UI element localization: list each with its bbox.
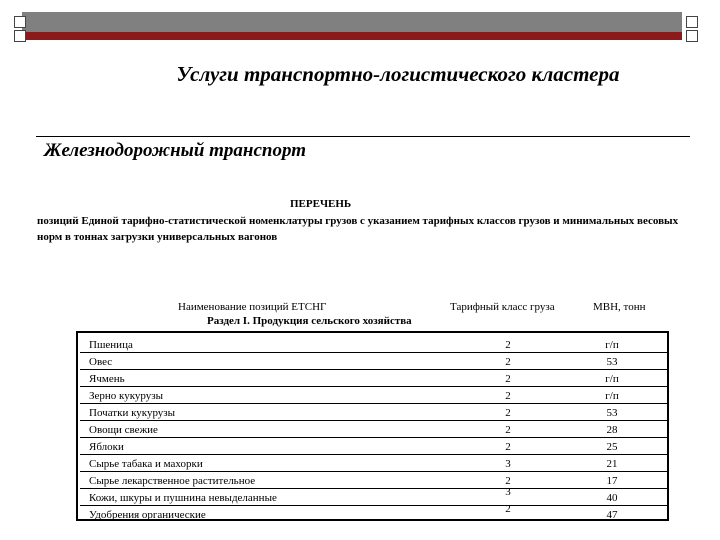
- decor-square-left-1: [14, 16, 26, 28]
- table-row: [0, 486, 720, 506]
- row-name: Яблоки: [89, 441, 124, 453]
- row-mvn: г/п: [605, 373, 619, 385]
- slide-subtitle: Железнодорожный транспорт: [44, 140, 306, 161]
- decor-square-right-1: [686, 16, 698, 28]
- row-mvn: г/п: [605, 390, 619, 402]
- row-name: Ячмень: [89, 373, 125, 385]
- row-mvn: 53: [606, 356, 618, 368]
- row-mvn: 47: [606, 509, 618, 521]
- title-divider: [36, 136, 690, 137]
- row-mvn: 28: [606, 424, 618, 436]
- table-row: [0, 472, 720, 489]
- table-row: [0, 421, 720, 438]
- row-class: 2: [505, 475, 511, 487]
- row-class: 3: [505, 486, 511, 498]
- row-name: Овощи свежие: [89, 424, 158, 436]
- column-header-tariff-class: Тарифный класс груза: [450, 301, 555, 313]
- row-name: Сырье табака и махорки: [89, 458, 203, 470]
- header-band: [22, 12, 682, 32]
- table-row: [0, 387, 720, 404]
- row-class: 2: [505, 339, 511, 351]
- slide-title: Услуги транспортно-логистического кластера: [176, 62, 620, 86]
- row-name: Кожи, шкуры и пушнина невыделанные: [89, 492, 277, 504]
- row-name: Удобрения органические: [89, 509, 206, 521]
- header-accent-band: [22, 32, 682, 40]
- row-class: 3: [505, 458, 511, 470]
- table-row: [0, 503, 720, 523]
- row-class: 2: [505, 390, 511, 402]
- row-class: 2: [505, 356, 511, 368]
- list-heading: ПЕРЕЧЕНЬ: [290, 198, 352, 210]
- column-header-mvn: МВН, тонн: [593, 301, 646, 313]
- row-mvn: г/п: [605, 339, 619, 351]
- table-row: [0, 455, 720, 472]
- section-label: Раздел I. Продукция сельского хозяйства: [207, 315, 412, 327]
- row-mvn: 17: [606, 475, 618, 487]
- row-name: Зерно кукурузы: [89, 390, 163, 402]
- decor-square-right-2: [686, 30, 698, 42]
- row-class: 2: [505, 424, 511, 436]
- row-class: 2: [505, 441, 511, 453]
- table-row: [0, 353, 720, 370]
- row-class: 2: [505, 373, 511, 385]
- decor-square-left-2: [14, 30, 26, 42]
- row-name: Сырье лекарственное растительное: [89, 475, 256, 487]
- column-header-name: Наименование позиций ЕТСНГ: [178, 301, 327, 313]
- table-row: [0, 404, 720, 421]
- row-name: Пшеница: [89, 339, 133, 351]
- row-class: 2: [505, 407, 511, 419]
- row-mvn: 40: [606, 492, 618, 504]
- row-mvn: 21: [606, 458, 618, 470]
- row-name: Початки кукурузы: [89, 407, 176, 419]
- table-row: [0, 370, 720, 387]
- list-description: позиций Единой тарифно-статистической номенклатуры грузов с указанием тарифных классов грузов и минимальных весовых норм в тоннах загрузки универсальных вагонов: [37, 215, 679, 243]
- row-name: Овес: [89, 356, 113, 368]
- row-class: 2: [505, 503, 511, 515]
- table-row: [0, 336, 720, 353]
- row-mvn: 53: [606, 407, 618, 419]
- table-row: [0, 438, 720, 455]
- row-mvn: 25: [606, 441, 618, 453]
